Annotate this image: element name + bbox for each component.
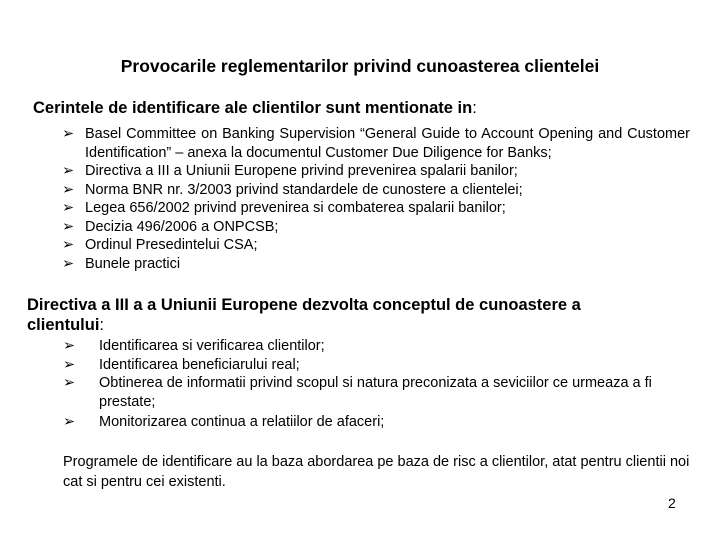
section2-heading [27, 295, 687, 335]
section1-heading [33, 98, 477, 118]
arrow-bullet-icon: ➢ [63, 356, 76, 373]
list-item-text: Decizia 496/2006 a ONPCSB; [85, 218, 279, 235]
list-item-text: Basel Committee on Banking Supervision “General Guide to Account Opening and Customer Identification” – anexa la documentul Customer Due Diligence for Banks; [85, 126, 690, 161]
list-item [62, 199, 690, 218]
list-item-text: Obtinerea de informatii privind scopul si natura preconizata a seviciilor ce urmeaza a fi prestate; [99, 375, 652, 410]
list-item-text: Bunele practici [85, 255, 181, 272]
list-item-text: Ordinul Presedintelui CSA; [85, 237, 258, 253]
list-item [62, 236, 690, 255]
list-item-text: Identificarea beneficiarului real; [99, 356, 300, 373]
list-item [62, 181, 690, 200]
arrow-bullet-icon: ➢ [62, 181, 75, 198]
list-item [62, 125, 690, 162]
list-item-text: Monitorizarea continua a relatiilor de afaceri; [99, 414, 385, 430]
requirements-list [62, 125, 690, 273]
list-item [62, 162, 690, 181]
arrow-bullet-icon: ➢ [63, 375, 76, 391]
list-item [63, 413, 687, 432]
list-item-text: Identificarea si verificarea clientilor; [99, 338, 325, 354]
arrow-bullet-icon: ➢ [62, 163, 75, 179]
list-item [62, 255, 690, 274]
list-item-text: Legea 656/2002 privind prevenirea si combaterea spalarii banilor; [85, 200, 506, 216]
list-item-text: Directiva a III a Uniunii Europene privind prevenirea spalarii banilor; [85, 163, 518, 179]
arrow-bullet-icon: ➢ [62, 237, 75, 253]
arrow-bullet-icon: ➢ [62, 126, 75, 142]
list-item-text: Norma BNR nr. 3/2003 privind standardele de cunostere a clientelei; [85, 181, 523, 198]
list-item [62, 218, 690, 237]
risk-paragraph: Programele de identificare au la baza abordarea pe baza de risc a clientilor, atat pentru clientii noi cat si pentru cei existenti. [63, 454, 690, 490]
arrow-bullet-icon: ➢ [62, 218, 75, 235]
section1-heading-text: Cerintele de identificare ale clientilor sunt mentionate in [33, 99, 473, 117]
arrow-bullet-icon: ➢ [63, 414, 76, 430]
directive-list [63, 337, 687, 432]
section2-heading-line2: clientului [27, 316, 100, 334]
section1-heading-colon: : [472, 99, 477, 117]
page-number: 2 [668, 495, 676, 511]
arrow-bullet-icon: ➢ [62, 200, 75, 216]
list-item [63, 337, 687, 356]
arrow-bullet-icon: ➢ [63, 338, 76, 354]
section2-heading-colon: : [99, 316, 105, 334]
arrow-bullet-icon: ➢ [62, 255, 75, 272]
section2-heading-line2-wrap [27, 315, 687, 335]
list-item [63, 356, 687, 375]
slide-title: Provocarile reglementarilor privind cunoasterea clientelei [120, 56, 600, 76]
section2-heading-line1: Directiva a III a a Uniunii Europene dezvolta conceptul de cunoastere a [27, 296, 581, 314]
list-item [63, 374, 687, 411]
